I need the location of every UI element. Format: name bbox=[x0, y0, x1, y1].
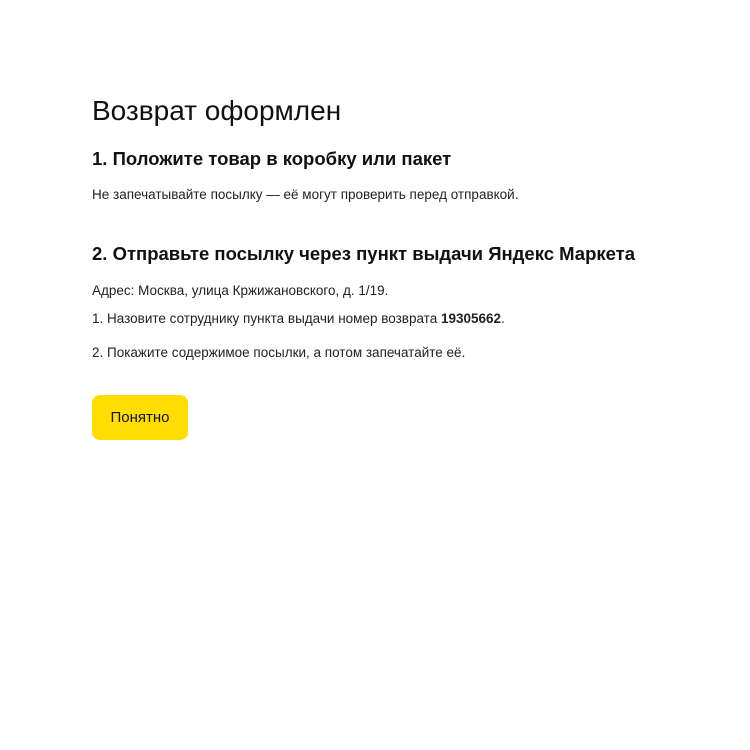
instruction-name-return-number bbox=[92, 310, 712, 328]
return-number: 19305662 bbox=[440, 311, 502, 326]
step-2-heading: 2. Отправьте посылку через пункт выдачи Яндекс Маркета bbox=[92, 243, 636, 264]
instruction-1-suffix: . bbox=[501, 311, 505, 326]
instruction-1-prefix: 1. Назовите сотруднику пункта выдачи номер возврата bbox=[92, 311, 441, 326]
pickup-address: Адрес: Москва, улица Кржижановского, д. 1/19. bbox=[92, 283, 389, 298]
instruction-show-contents: 2. Покажите содержимое посылки, а потом запечатайте её. bbox=[92, 345, 466, 360]
return-confirmation bbox=[92, 93, 712, 440]
step-1-note: Не запечатывайте посылку — её могут проверить перед отправкой. bbox=[92, 187, 519, 202]
step-1-heading: 1. Положите товар в коробку или пакет bbox=[92, 148, 452, 169]
ok-button[interactable]: Понятно bbox=[92, 395, 188, 440]
page-title: Возврат оформлен bbox=[92, 95, 342, 126]
